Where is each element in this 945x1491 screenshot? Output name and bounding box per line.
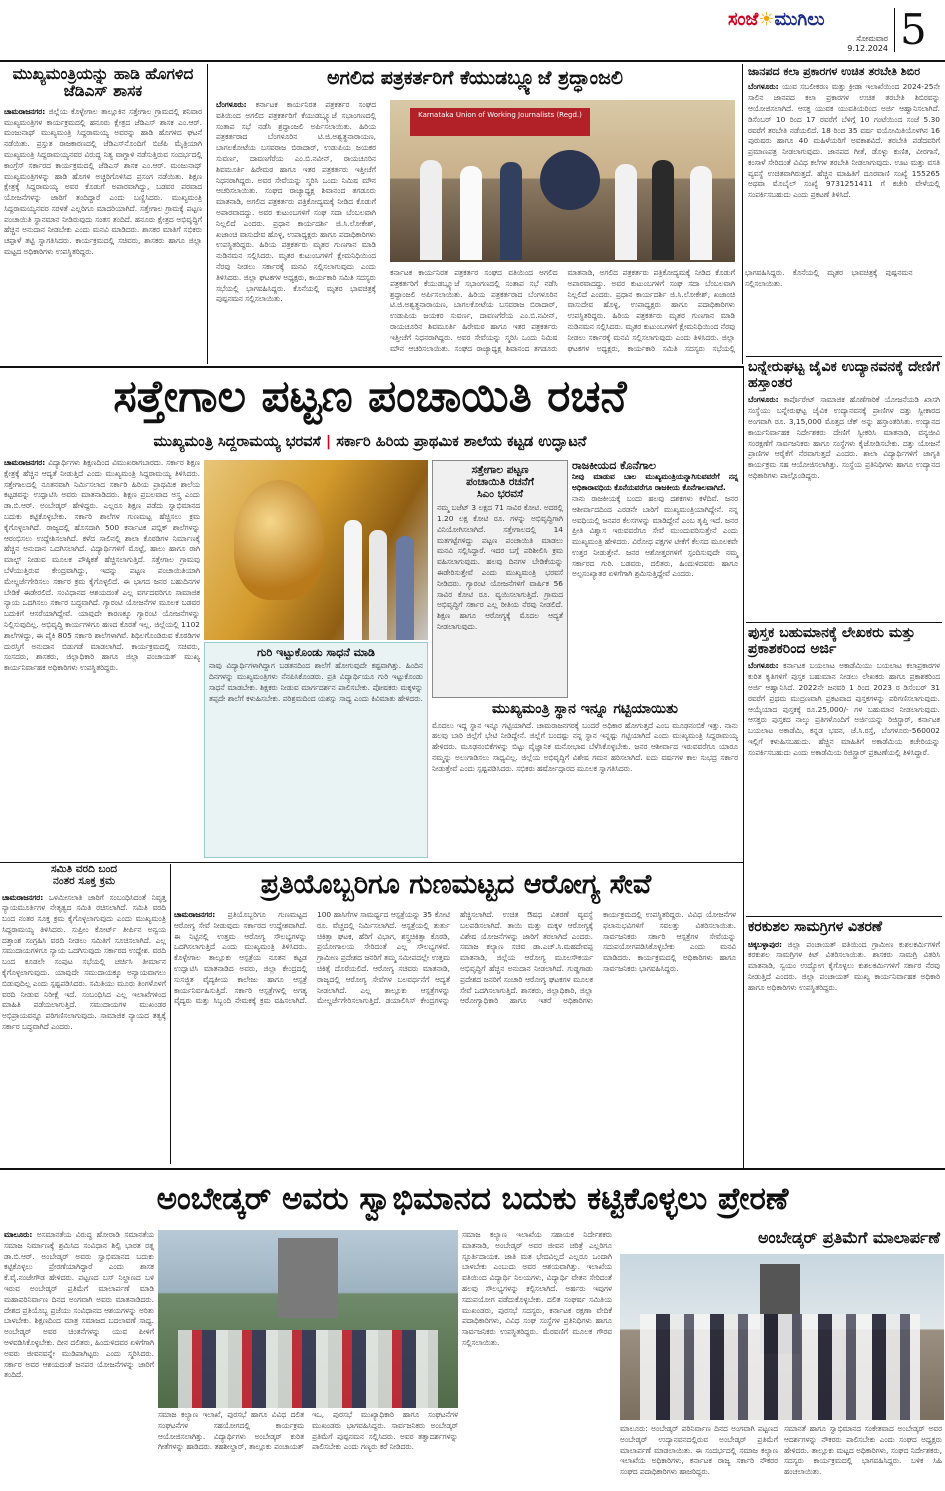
- story-text: ಸಮಾಜ ಕಲ್ಯಾಣ ಇಲಾಖೆಯ ಸಹಾಯಕ ನಿರ್ದೇಶಕರು ಮಾತನಾಡಿ, ಅಂಬೇಡ್ಕರ್ ಅವರ ಜೀವನ ಚರಿತ್ರೆ ಎಲ್ಲರಿಗೂ ಸ್ಫೂರ್ತಿದಾಯಕ. ಜಾತಿ ಮತ ಭೇದವಿಲ್ಲದೆ ಎಲ್ಲರೂ ಒಂದಾಗಿ ಬಾಳಬೇಕು ಎಂಬುದು ಅವರ ಆಶಯವಾಗಿತ್ತು. ಇಲಾಖೆಯ ವತಿಯಿಂದ ವಿದ್ಯಾರ್ಥಿ ನಿಲಯಗಳು, ವಿದ್ಯಾರ್ಥಿ ವೇತನ ಸೇರಿದಂತೆ ಹಲವು ಸೌಲಭ್ಯಗಳನ್ನು ಕಲ್ಪಿಸಲಾಗಿದೆ. ಅರ್ಹರು ಇವುಗಳ ಸದುಪಯೋಗ ಪಡೆದುಕೊಳ್ಳಬೇಕು. ದಲಿತ ಸಂಘರ್ಷ ಸಮಿತಿಯ ಮುಖಂಡರು, ಪುರಸಭೆ ಸದಸ್ಯರು, ಕರ್ನಾಟಕ ರಕ್ಷಣಾ ವೇದಿಕೆ ಪದಾಧಿಕಾರಿಗಳು, ವಿವಿಧ ಸಂಘ ಸಂಸ್ಥೆಗಳ ಪ್ರತಿನಿಧಿಗಳು ಹಾಗೂ ಸಾರ್ವಜನಿಕರು ಉಪಸ್ಥಿತರಿದ್ದರು. ಮೆರವಣಿಗೆ ಮೂಲಕ ಗೌರವ ಸಲ್ಲಿಸಲಾಯಿತು.: [462, 1230, 612, 1347]
- story-body: [174, 910, 736, 1162]
- box-head-a: ಸತ್ತೇಗಾಲ ಪಟ್ಟಣ: [471, 464, 529, 476]
- dateline: ಚಾಮರಾಜನಗರ:: [4, 458, 46, 467]
- story-body-continued: [390, 268, 913, 362]
- issue-date: 9.12.2024: [847, 44, 888, 53]
- story-book-prize: [746, 624, 942, 914]
- story-body: [0, 891, 168, 1157]
- lead-boxout: [432, 460, 568, 698]
- sub-headline: ಅಂಬೇಡ್ಕರ್ ಪ್ರತಿಮೆಗೆ ಮಾಲಾರ್ಪಣೆ: [758, 1228, 940, 1247]
- story-ambedkar-body-right: [462, 1230, 612, 1486]
- dateline: ಬೆಂಗಳೂರು:: [748, 395, 779, 405]
- story-headline: ಕರಕುಶಲ ಸಾಮಗ್ರಿಗಳ ವಿತರಣೆ: [748, 919, 883, 935]
- brand-logo: [728, 8, 888, 32]
- lead-sub-story: [432, 702, 738, 858]
- story-headline-a: ಸಮಿತಿ ವರದಿ ಬಂದ: [50, 863, 118, 875]
- kuwj-photo: [390, 100, 735, 262]
- story-headline: ಪುಸ್ತಕ ಬಹುಮಾನಕ್ಕೆ ಲೇಖಕರು ಮತ್ತು ಪ್ರಕಾಶಕರಿಂದ ಅರ್ಜಿ: [748, 625, 916, 657]
- caption-headline: ಗುರಿ ಇಟ್ಟುಕೊಂಡು ಸಾಧನೆ ಮಾಡಿ: [257, 646, 375, 659]
- story-headline-b: ನಂತರ ಸೂಕ್ತ ಕ್ರಮ: [53, 874, 115, 887]
- story-headline: ಪ್ರತಿಯೊಬ್ಬರಿಗೂ ಗುಣಮಟ್ಟದ ಆರೋಗ್ಯ ಸೇವೆ: [260, 869, 652, 900]
- story-ambedkar-body-mid: [158, 1410, 458, 1486]
- ambedkar-statue-photo: [158, 1230, 458, 1408]
- lead-headline: ಸತ್ತೇಗಾಲ ಪಟ್ಟಣ ಪಂಚಾಯಿತಿ ರಚನೆ: [113, 371, 627, 422]
- sub-story-garlanding: [616, 1226, 944, 1488]
- story-text: ಜಿಲ್ಲೆಯ ಕೊಳ್ಳೇಗಾಲ ತಾಲ್ಲೂಕಿನ ಸತ್ತೇಗಾಲ ಗ್ರಾಮದಲ್ಲಿ ಶನಿವಾರ ಮುಖ್ಯಮಂತ್ರಿಗಳ ಕಾರ್ಯಕ್ರಮದಲ್ಲಿ ಹನೂರು ಕ್ಷೇತ್ರದ ಜೆಡಿಎಸ್ ಶಾಸಕ ಎಂ.ಆರ್. ಮಂಜುನಾಥ್ ಮುಖ್ಯಮಂತ್ರಿ ಸಿದ್ದರಾಮಯ್ಯ ಅವರನ್ನು ಹಾಡಿ ಹೊಗಳಿದ ಘಟನೆ ನಡೆಯಿತು. ಪ್ರಸ್ತುತ ರಾಜಕಾರಣದಲ್ಲಿ ಜೆಡಿಎಸ್‌ನೊಂದಿಗೆ ಬಿಜೆಪಿ ಮೈತ್ರಿಯಾಗಿ ಮುಖ್ಯಮಂತ್ರಿ ಸಿದ್ದರಾಮಯ್ಯನವರ ವಿರುದ್ಧ ನಿತ್ಯ ವಾಗ್ದಾಳಿ ನಡೆಸುತ್ತಿರುವ ಸಂದರ್ಭದಲ್ಲಿ ಕಾಂಗ್ರೆಸ್ ಸರ್ಕಾರದ ಕಾರ್ಯಕ್ರಮದಲ್ಲಿ ಜೆಡಿಎಸ್ ಶಾಸಕ ಎಂ.ಆರ್. ಮಂಜುನಾಥ್ ಮುಖ್ಯಮಂತ್ರಿಗಳನ್ನು ಹಾಡಿ ಹೊಗಳಿ ಅಚ್ಚರಿಗೊಳಿಸಿದ ಪ್ರಸಂಗ ನಡೆಯಿತು. ಶಿಕ್ಷಣ ಕ್ಷೇತ್ರಕ್ಕೆ ಸಿದ್ದರಾಮಯ್ಯ ಅವರ ಕೊಡುಗೆ ಅಪಾರವಾಗಿದ್ದು, ಬಡವರ ಪರವಾದ ಯೋಜನೆಗಳನ್ನು ಜಾರಿಗೆ ತಂದಿದ್ದಾರೆ ಎಂದು ಬಣ್ಣಿಸಿದರು. ಮುಖ್ಯಮಂತ್ರಿ ಸಿದ್ದರಾಮಯ್ಯನವರ ಸರಳತೆ ಎಲ್ಲರಿಗೂ ಮಾದರಿಯಾಗಿದೆ. ಸತ್ತೇಗಾಲ ಗ್ರಾಮಕ್ಕೆ ಪಟ್ಟಣ ಪಂಚಾಯಿತಿ ಸ್ಥಾನಮಾನ ನೀಡಿರುವುದು ಸಂತಸ ತಂದಿದೆ. ಹನೂರು ಕ್ಷೇತ್ರದ ಅಭಿವೃದ್ಧಿಗೆ ಹೆಚ್ಚಿನ ಅನುದಾನ ನೀಡಬೇಕು ಎಂದು ಮನವಿ ಮಾಡಿದರು. ಶಾಸಕರ ಮಾತಿಗೆ ಸಭಿಕರು ಚಪ್ಪಾಳೆ ತಟ್ಟಿ ಸ್ವಾಗತಿಸಿದರು. ಕಾರ್ಯಕ್ರಮದಲ್ಲಿ ಸಚಿವರು, ಶಾಸಕರು ಹಾಗೂ ಜಿಲ್ಲಾ ಮಟ್ಟದ ಅಧಿಕಾರಿಗಳು ಉಪಸ್ಥಿತರಿದ್ದರು.: [4, 106, 202, 257]
- story-ambedkar-body-left: [4, 1230, 154, 1486]
- box-body: ನಮ್ಮ ಬಜೆಟ್ 3 ಲಕ್ಷದ 71 ಸಾವಿರ ಕೋಟಿ. ಅದರಲ್ಲಿ 1.20 ಲಕ್ಷ ಕೋಟಿ ರೂ. ಗಳನ್ನು ಅಭಿವೃದ್ಧಿಗಾಗಿ ವಿನಿಯೋಗಿಸಲಾಗಿದೆ. ಸತ್ತೇಗಾಲದಲ್ಲಿ 14 ಮತಗಟ್ಟೆಗಳಿದ್ದು ಪಟ್ಟಣ ಪಂಚಾಯಿತಿ ಮಾಡಲು ಮನವಿ ಸಲ್ಲಿಸಿದ್ದಾರೆ. ಇದರ ಬಗ್ಗೆ ಪರಿಶೀಲಿಸಿ ಕ್ರಮ ವಹಿಸಲಾಗುವುದು. ಹಲವು ದಿನಗಳ ಬೇಡಿಕೆಯನ್ನು ಈಡೇರಿಸುತ್ತೇವೆ ಎಂದು ಮುಖ್ಯಮಂತ್ರಿ ಭರವಸೆ ನೀಡಿದರು. ಗ್ಯಾರಂಟಿ ಯೋಜನೆಗಳಿಗೆ ವಾರ್ಷಿಕ 56 ಸಾವಿರ ಕೋಟಿ ರೂ. ವ್ಯಯಿಸಲಾಗುತ್ತಿದೆ. ಗ್ರಾಮದ ಅಭಿವೃದ್ಧಿಗೆ ಸರ್ಕಾರ ಎಲ್ಲ ರೀತಿಯ ನೆರವು ನೀಡಲಿದೆ. ಶಿಕ್ಷಣ ಹಾಗೂ ಆರೋಗ್ಯಕ್ಕೆ ಮೊದಲ ಆದ್ಯತೆ ನೀಡಲಾಗುವುದು.: [437, 503, 563, 632]
- dateline: ಚಾಮರಾಜನಗರ:: [2, 892, 44, 902]
- dateline: ಮಾಲೂರು:: [4, 1230, 33, 1239]
- caption-body: ನಾವು ವಿದ್ಯಾರ್ಥಿಗಳಾಗಿದ್ದಾಗ ಬಡತನದಿಂದ ಶಾಲೆಗೆ ಹೋಗುವುದೇ ಕಷ್ಟವಾಗಿತ್ತು. ಹಿಂದಿನ ದಿನಗಳನ್ನು ಮುಖ್ಯಮಂತ್ರಿಗಳು ನೆನಪಿಸಿಕೊಂಡರು. ಪ್ರತಿ ವಿದ್ಯಾರ್ಥಿಯೂ ಗುರಿ ಇಟ್ಟುಕೊಂಡು ಸಾಧನೆ ಮಾಡಬೇಕು. ಶಿಕ್ಷಕರು ನೀಡುವ ಮಾರ್ಗದರ್ಶನ ಪಾಲಿಸಬೇಕು. ಪೋಷಕರು ಮಕ್ಕಳನ್ನು ತಪ್ಪದೇ ಶಾಲೆಗೆ ಕಳುಹಿಸಬೇಕು. ಪರಿಶ್ರಮದಿಂದ ಯಶಸ್ಸು ಸಾಧ್ಯ ಎಂದು ಕಿವಿಮಾತು ಹೇಳಿದರು.: [209, 661, 423, 703]
- story-text: ಯುವ ಸಬಲೀಕರಣ ಮತ್ತು ಕ್ರೀಡಾ ಇಲಾಖೆಯಿಂದ 2024-25ನೇ ಸಾಲಿನ ಜಾನಪದ ಕಲಾ ಪ್ರಕಾರಗಳ ಉಚಿತ ತರಬೇತಿ ಶಿಬಿರವನ್ನು ಆಯೋಜಿಸಲಾಗಿದೆ. ಆಸಕ್ತ ಯುವಕ ಯುವತಿಯರಿಂದ ಅರ್ಜಿ ಆಹ್ವಾನಿಸಲಾಗಿದೆ. ಡಿಸೆಂಬರ್ 10 ರಿಂದ 17 ರವರೆಗೆ ಬೆಳಿಗ್ಗೆ 10 ಗಂಟೆಯಿಂದ ಸಂಜೆ 5.30 ರವರೆಗೆ ತರಬೇತಿ ನಡೆಯಲಿದೆ. 18 ರಿಂದ 35 ವರ್ಷ ವಯೋಮಿತಿಯೊಳಗಿನ 16 ಪುರುಷರು ಹಾಗೂ 40 ಮಹಿಳೆಯರಿಗೆ ಅವಕಾಶವಿದೆ. ತರಬೇತಿ ಪಡೆದವರಿಗೆ ಪ್ರಮಾಣಪತ್ರ ನೀಡಲಾಗುವುದು. ಜಾನಪದ ಗೀತೆ, ಡೊಳ್ಳು ಕುಣಿತ, ವೀರಗಾಸೆ, ಕಂಸಾಳೆ ಸೇರಿದಂತೆ ವಿವಿಧ ಕಲೆಗಳ ತರಬೇತಿ ನೀಡಲಾಗುವುದು. ಊಟ ಮತ್ತು ವಸತಿ ವ್ಯವಸ್ಥೆ ಉಚಿತವಾಗಿರುತ್ತದೆ. ಹೆಚ್ಚಿನ ಮಾಹಿತಿಗೆ ದೂರವಾಣಿ ಸಂಖ್ಯೆ 155265 ಅಥವಾ ಮೊಬೈಲ್ ಸಂಖ್ಯೆ 9731251411 ಗೆ ಕಚೇರಿ ವೇಳೆಯಲ್ಲಿ ಸಂಪರ್ಕಿಸಬಹುದು ಎಂದು ಪ್ರಕಟಣೆ ತಿಳಿಸಿದೆ.: [748, 82, 940, 200]
- masthead-rule: [0, 60, 945, 62]
- story-text: ಜಿಲ್ಲಾ ಪಂಚಾಯತ್ ವತಿಯಿಂದ ಗ್ರಾಮೀಣ ಕುಶಲಕರ್ಮಿಗಳಿಗೆ ಕರಕುಶಲ ಸಾಮಗ್ರಿಗಳ ಕಿಟ್ ವಿತರಿಸಲಾಯಿತು. ಶಾಸಕರು ಸಾಮಗ್ರಿ ವಿತರಿಸಿ ಮಾತನಾಡಿ, ಸ್ವಯಂ ಉದ್ಯೋಗ ಕೈಗೊಳ್ಳಲು ಕುಶಲಕರ್ಮಿಗಳಿಗೆ ಸರ್ಕಾರ ನೆರವು ನೀಡುತ್ತಿದೆ ಎಂದರು. ಜಿಲ್ಲಾ ಪಂಚಾಯತ್ ಮುಖ್ಯ ಕಾರ್ಯನಿರ್ವಾಹಕ ಅಧಿಕಾರಿ ಹಾಗೂ ಅಧಿಕಾರಿಗಳು ಉಪಸ್ಥಿತರಿದ್ದರು.: [748, 939, 940, 992]
- lead-body: [4, 458, 200, 858]
- story-body: [746, 80, 942, 330]
- story-text: ಒಳಮೀಸಲಾತಿ ಜಾರಿಗೆ ಸಂಬಂಧಿಸಿದಂತೆ ನಿವೃತ್ತ ನ್ಯಾಯಮೂರ್ತಿಗಳ ನೇತೃತ್ವದ ಸಮಿತಿ ರಚಿಸಲಾಗಿದೆ. ಸಮಿತಿ ವರದಿ ಬಂದ ನಂತರ ಸೂಕ್ತ ಕ್ರಮ ಕೈಗೊಳ್ಳಲಾಗುವುದು ಎಂದು ಮುಖ್ಯಮಂತ್ರಿ ಸಿದ್ದರಾಮಯ್ಯ ತಿಳಿಸಿದರು. ಸುಪ್ರೀಂ ಕೋರ್ಟ್ ತೀರ್ಪಿನ ಅನ್ವಯ ದತ್ತಾಂಶ ಸಂಗ್ರಹಿಸಿ ವರದಿ ನೀಡಲು ಸಮಿತಿಗೆ ಸೂಚಿಸಲಾಗಿದೆ. ಎಲ್ಲ ಸಮುದಾಯಗಳಿಗೂ ನ್ಯಾಯ ಒದಗಿಸುವುದು ಸರ್ಕಾರದ ಉದ್ದೇಶ. ವರದಿ ಬಂದ ಕೂಡಲೇ ಸಂಪುಟ ಸಭೆಯಲ್ಲಿ ಚರ್ಚಿಸಿ ತೀರ್ಮಾನ ಕೈಗೊಳ್ಳಲಾಗುವುದು. ಯಾವುದೇ ಸಮುದಾಯಕ್ಕೂ ಅನ್ಯಾಯವಾಗಲು ಬಿಡುವುದಿಲ್ಲ ಎಂದು ಸ್ಪಷ್ಟಪಡಿಸಿದರು. ಸಮಿತಿಯು ಮೂರು ತಿಂಗಳೊಳಗೆ ವರದಿ ನೀಡುವ ನಿರೀಕ್ಷೆ ಇದೆ. ಸಂಬಂಧಿಸಿದ ಎಲ್ಲ ಇಲಾಖೆಗಳಿಂದ ಮಾಹಿತಿ ಪಡೆಯಲಾಗುತ್ತಿದೆ. ಸಮುದಾಯಗಳ ಮುಖಂಡರ ಅಭಿಪ್ರಾಯವನ್ನೂ ಪರಿಗಣಿಸಲಾಗುವುದು. ಸಾಮಾಜಿಕ ನ್ಯಾಯದ ತತ್ವಕ್ಕೆ ಸರ್ಕಾರ ಬದ್ಧವಾಗಿದೆ ಎಂದರು.: [2, 892, 166, 1032]
- story-body: [746, 393, 942, 617]
- brand-mugilu: ಮುಗಿಲು: [774, 9, 825, 30]
- story-body: [216, 100, 376, 362]
- story-headline: ಮುಖ್ಯಮಂತ್ರಿಯನ್ನು ಹಾಡಿ ಹೊಗಳಿದ ಜೆಡಿಎಸ್ ಶಾಸಕ: [12, 65, 194, 101]
- story-headline: ಜಾನಪದ ಕಲಾ ಪ್ರಕಾರಗಳ ಉಚಿತ ತರಬೇತಿ ಶಿಬಿರ: [748, 65, 921, 78]
- dateline: ಬೆಂಗಳೂರು:: [216, 100, 247, 109]
- story-committee: [0, 864, 168, 1164]
- masthead: [728, 6, 940, 56]
- lead-subhead: [0, 430, 740, 454]
- sub-body: ಮೊದಲು ಇದ್ದ ಸ್ಥಾನ ಇನ್ನೂ ಗಟ್ಟಿಯಾಗಿದೆ. ಚಾಮರಾಜನಗರಕ್ಕೆ ಬಂದರೆ ಅಧಿಕಾರ ಹೋಗುತ್ತದೆ ಎಂಬ ಮೂಢನಂಬಿಕೆ ಇತ್ತು. ನಾನು ಹಲವು ಬಾರಿ ಜಿಲ್ಲೆಗೆ ಭೇಟಿ ನೀಡಿದ್ದೇನೆ. ಜಿಲ್ಲೆಗೆ ಬಂದಷ್ಟು ನನ್ನ ಸ್ಥಾನ ಇನ್ನಷ್ಟು ಗಟ್ಟಿಯಾಗಿದೆ ಎಂದು ಮುಖ್ಯಮಂತ್ರಿ ಸಿದ್ದರಾಮಯ್ಯ ಹೇಳಿದರು. ಮೂಢನಂಬಿಕೆಗಳನ್ನು ಬಿಟ್ಟು ವೈಜ್ಞಾನಿಕ ಮನೋಭಾವ ಬೆಳೆಸಿಕೊಳ್ಳಬೇಕು. ಜನರ ಆಶೀರ್ವಾದ ಇರುವವರೆಗೂ ಯಾರೂ ನಮ್ಮನ್ನು ಅಲುಗಾಡಿಸಲು ಸಾಧ್ಯವಿಲ್ಲ. ಜಿಲ್ಲೆಯ ಅಭಿವೃದ್ಧಿಗೆ ವಿಶೇಷ ಗಮನ ಹರಿಸಲಾಗಿದೆ. ಐದು ವರ್ಷಗಳ ಕಾಲ ಸುಭದ್ರ ಸರ್ಕಾರ ನೀಡುತ್ತೇವೆ ಎಂದು ಸ್ಪಷ್ಟಪಡಿಸಿದರು. ಸಭಿಕರು ಹರ್ಷೋದ್ಗಾರದ ಮೂಲಕ ಸ್ವಾಗತಿಸಿದರು.: [432, 720, 738, 773]
- story-body: [0, 103, 206, 353]
- brand-sanje: ಸಂಜೆ: [728, 9, 759, 30]
- box-head-c: ಸಿಎಂ ಭರವಸೆ: [476, 487, 524, 500]
- kuwj-banner: [410, 108, 590, 136]
- story-headline: ಬನ್ನೇರುಘಟ್ಟ ಜೈವಿಕ ಉದ್ಯಾನವನಕ್ಕೆ ದೇಣಿಗೆ ಹಸ್ತಾಂತರ: [748, 359, 940, 391]
- story-health: [172, 864, 740, 1164]
- story-text: ಪ್ರತಿಯೊಬ್ಬರಿಗೂ ಗುಣಮಟ್ಟದ ಆರೋಗ್ಯ ಸೇವೆ ನೀಡುವುದು ಸರ್ಕಾರದ ಉದ್ದೇಶವಾಗಿದೆ. ಈ ನಿಟ್ಟಿನಲ್ಲಿ ಉತ್ತಮ ಆರೋಗ್ಯ ಸೌಲಭ್ಯಗಳನ್ನು ಒದಗಿಸಲಾಗುತ್ತಿದೆ ಎಂದು ಮುಖ್ಯಮಂತ್ರಿ ತಿಳಿಸಿದರು. ಕೊಳ್ಳೇಗಾಲ ತಾಲ್ಲೂಕು ಆಸ್ಪತ್ರೆಯ ನೂತನ ಕಟ್ಟಡ ಉದ್ಘಾಟಿಸಿ ಮಾತನಾಡಿದ ಅವರು, ಜಿಲ್ಲಾ ಕೇಂದ್ರದಲ್ಲಿ ಸುಸಜ್ಜಿತ ವೈದ್ಯಕೀಯ ಕಾಲೇಜು ಹಾಗೂ ಆಸ್ಪತ್ರೆ ಕಾರ್ಯನಿರ್ವಹಿಸುತ್ತಿದೆ. ಸರ್ಕಾರಿ ಆಸ್ಪತ್ರೆಗಳಲ್ಲಿ ಅಗತ್ಯ ವೈದ್ಯರು ಮತ್ತು ಸಿಬ್ಬಂದಿ ನೇಮಕಕ್ಕೆ ಕ್ರಮ ವಹಿಸಲಾಗಿದೆ. 100 ಹಾಸಿಗೆಗಳ ಸಾಮರ್ಥ್ಯದ ಆಸ್ಪತ್ರೆಯನ್ನು 35 ಕೋಟಿ ರೂ. ವೆಚ್ಚದಲ್ಲಿ ನಿರ್ಮಿಸಲಾಗಿದೆ. ಆಸ್ಪತ್ರೆಯಲ್ಲಿ ತುರ್ತು ಚಿಕಿತ್ಸಾ ಘಟಕ, ಹೆರಿಗೆ ವಿಭಾಗ, ಶಸ್ತ್ರಚಿಕಿತ್ಸಾ ಕೊಠಡಿ, ಪ್ರಯೋಗಾಲಯ ಸೇರಿದಂತೆ ಎಲ್ಲ ಸೌಲಭ್ಯಗಳಿವೆ. ಗ್ರಾಮೀಣ ಪ್ರದೇಶದ ಜನರಿಗೆ ತಮ್ಮ ಸಮೀಪದಲ್ಲೇ ಉತ್ತಮ ಚಿಕಿತ್ಸೆ ದೊರೆಯಲಿದೆ. ಆರೋಗ್ಯ ಸಚಿವರು ಮಾತನಾಡಿ, ರಾಜ್ಯದಲ್ಲಿ ಆರೋಗ್ಯ ಸೇವೆಗಳ ಬಲವರ್ಧನೆಗೆ ಆದ್ಯತೆ ನೀಡಲಾಗಿದೆ. ಎಲ್ಲ ತಾಲ್ಲೂಕು ಆಸ್ಪತ್ರೆಗಳನ್ನು ಮೇಲ್ದರ್ಜೆಗೇರಿಸಲಾಗುತ್ತಿದೆ. ಡಯಾಲಿಸಿಸ್ ಕೇಂದ್ರಗಳನ್ನು ಹೆಚ್ಚಿಸಲಾಗಿದೆ. ಉಚಿತ ಔಷಧ ವಿತರಣೆ ವ್ಯವಸ್ಥೆ ಬಲಪಡಿಸಲಾಗಿದೆ. ತಾಯಿ ಮತ್ತು ಮಕ್ಕಳ ಆರೋಗ್ಯಕ್ಕೆ ವಿಶೇಷ ಯೋಜನೆಗಳನ್ನು ಜಾರಿಗೆ ತರಲಾಗಿದೆ ಎಂದರು. ಸಮಾಜ ಕಲ್ಯಾಣ ಸಚಿವ ಡಾ.ಎಚ್.ಸಿ.ಮಹದೇವಪ್ಪ ಮಾತನಾಡಿ, ಜಿಲ್ಲೆಯ ಆರೋಗ್ಯ ಮೂಲಸೌಕರ್ಯ ಅಭಿವೃದ್ಧಿಗೆ ಹೆಚ್ಚಿನ ಅನುದಾನ ನೀಡಲಾಗಿದೆ. ಗುಡ್ಡಗಾಡು ಪ್ರದೇಶದ ಜನರಿಗೆ ಸಂಚಾರಿ ಆರೋಗ್ಯ ಘಟಕಗಳ ಮೂಲಕ ಸೇವೆ ಒದಗಿಸಲಾಗುತ್ತಿದೆ. ಶಾಸಕರು, ಜಿಲ್ಲಾಧಿಕಾರಿ, ಜಿಲ್ಲಾ ಆರೋಗ್ಯಾಧಿಕಾರಿ ಹಾಗೂ ಇತರೆ ಅಧಿಕಾರಿಗಳು ಕಾರ್ಯಕ್ರಮದಲ್ಲಿ ಉಪಸ್ಥಿತರಿದ್ದರು. ವಿವಿಧ ಯೋಜನೆಗಳ ಫಲಾನುಭವಿಗಳಿಗೆ ಸವಲತ್ತು ವಿತರಿಸಲಾಯಿತು. ಸಾರ್ವಜನಿಕರು ಸರ್ಕಾರಿ ಆಸ್ಪತ್ರೆಗಳ ಸೇವೆಯನ್ನು ಸದುಪಯೋಗಪಡಿಸಿಕೊಳ್ಳಬೇಕು ಎಂದು ಮನವಿ ಮಾಡಿದರು. ಕಾರ್ಯಕ್ರಮದಲ್ಲಿ ಅಧಿಕಾರಿಗಳು ಹಾಗೂ ಸಾರ್ವಜನಿಕರು ಭಾಗವಹಿಸಿದ್ದರು.: [174, 910, 736, 1006]
- column-lead: ನೀವು ಮಾಡುವ ಬಾಲ ಮುಖ್ಯಮಂತ್ರಿಯನ್ನಾಗಿಸುವವರೆಗೆ ನನ್ನ ಅಧಿಕಾರಾವಧಿಯ ಕೊನೆಯವರೆಗೂ ರಾಜಕೀಯ ಕೊನೆಗಾಲವಾಗಿದೆ.: [572, 472, 738, 493]
- issue-day: ಸೋಮವಾರ: [856, 34, 888, 43]
- column-headline: ರಾಜಕೀಯದ ಕೊನೆಗಾಲ: [572, 459, 657, 472]
- story-headline: ಅಗಲಿದ ಪತ್ರಕರ್ತರಿಗೆ ಕೆಯುಡಬ್ಲ್ಯೂಜೆ ಶ್ರದ್ಧಾಂಜಲಿ: [327, 67, 623, 89]
- story-ambedkar-headline: ಅಂಬೇಡ್ಕರ್ ಅವರು ಸ್ವಾಭಿಮಾನದ ಬದುಕು ಕಟ್ಟಿಕೊಳ್ಳಲು ಪ್ರೇರಣೆ: [156, 1181, 789, 1217]
- page-number: 5: [900, 5, 927, 54]
- subhead-a: ಮುಖ್ಯಮಂತ್ರಿ ಸಿದ್ದರಾಮಯ್ಯ ಭರವಸೆ: [153, 434, 321, 450]
- dateline: ಬೆಂಗಳೂರು:: [748, 661, 779, 671]
- lead-photo-statue: [204, 460, 428, 640]
- dateline: ಚಿಕ್ಕಬಳ್ಳಾಪುರ:: [748, 939, 782, 949]
- story-folk-art-camp: [746, 64, 942, 354]
- story-cm-praise: [0, 64, 206, 364]
- subhead-separator: |: [325, 434, 332, 450]
- banner-text: Karnataka Union of Working Journalists (Regd.): [418, 111, 582, 119]
- story-body: [746, 659, 942, 911]
- story-text: ಕಾರ್ಪೊರೇಟ್ ಸಾಮಾಜಿಕ ಹೊಣೆಗಾರಿಕೆ ಯೋಜನೆಯಡಿ ಖಾಸಗಿ ಸಂಸ್ಥೆಯು ಬನ್ನೇರುಘಟ್ಟ ಜೈವಿಕ ಉದ್ಯಾನವನಕ್ಕೆ ಪ್ರಾಣಿಗಳ ದತ್ತು ಸ್ವೀಕಾರದ ಅಂಗವಾಗಿ ರೂ. 3,15,000 ಮೊತ್ತದ ಚೆಕ್ ಅನ್ನು ಹಸ್ತಾಂತರಿಸಿತು. ಉದ್ಯಾನದ ಕಾರ್ಯನಿರ್ವಾಹಕ ನಿರ್ದೇಶಕರು ದೇಣಿಗೆ ಸ್ವೀಕರಿಸಿ ಮಾತನಾಡಿ, ವನ್ಯಜೀವಿ ಸಂರಕ್ಷಣೆಗೆ ಸಾರ್ವಜನಿಕರು ಹಾಗೂ ಸಂಸ್ಥೆಗಳು ಕೈಜೋಡಿಸಬೇಕು. ದತ್ತು ಯೋಜನೆ ಪ್ರಾಣಿಗಳ ಆರೈಕೆಗೆ ನೆರವಾಗುತ್ತದೆ ಎಂದರು. ಶಾಲಾ ವಿದ್ಯಾರ್ಥಿಗಳಿಗೆ ಜಾಗೃತಿ ಕಾರ್ಯಕ್ರಮ ಸಹ ಆಯೋಜಿಸಲಾಗಿತ್ತು. ಸಂಸ್ಥೆಯ ಪ್ರತಿನಿಧಿಗಳು ಹಾಗೂ ಉದ್ಯಾನದ ಅಧಿಕಾರಿಗಳು ಪಾಲ್ಗೊಂಡಿದ್ದರು.: [748, 395, 940, 480]
- column-body: ನಾನು ರಾಜಕೀಯಕ್ಕೆ ಬಂದು ಹಲವು ದಶಕಗಳು ಕಳೆದಿವೆ. ಜನರ ಆಶೀರ್ವಾದದಿಂದ ಎರಡನೇ ಬಾರಿಗೆ ಮುಖ್ಯಮಂತ್ರಿಯಾಗಿದ್ದೇನೆ. ನನ್ನ ಅವಧಿಯಲ್ಲಿ ಜನಪರ ಕೆಲಸಗಳನ್ನು ಮಾಡಿದ್ದೇನೆ ಎಂಬ ತೃಪ್ತಿ ಇದೆ. ಜನರ ಪ್ರೀತಿ ವಿಶ್ವಾಸ ಇರುವವರೆಗೂ ಸೇವೆ ಮುಂದುವರಿಸುತ್ತೇನೆ ಎಂದು ಮುಖ್ಯಮಂತ್ರಿ ಹೇಳಿದರು. ವಿರೋಧ ಪಕ್ಷಗಳ ಟೀಕೆಗೆ ಕೆಲಸದ ಮೂಲಕವೇ ಉತ್ತರ ನೀಡುತ್ತೇನೆ. ಜನರ ಆಶೋತ್ತರಗಳಿಗೆ ಸ್ಪಂದಿಸುವುದೇ ನಮ್ಮ ಸರ್ಕಾರದ ಗುರಿ. ಬಡವರು, ದಲಿತರು, ಹಿಂದುಳಿದವರು ಹಾಗೂ ಅಲ್ಪಸಂಖ್ಯಾತರ ಏಳಿಗೆಗಾಗಿ ಶ್ರಮಿಸುತ್ತಿದ್ದೇವೆ ಎಂದರು.: [572, 493, 738, 579]
- lead-photo-caption: [204, 642, 428, 858]
- subhead-b: ಸರ್ಕಾರಿ ಹಿರಿಯ ಪ್ರಾಥಮಿಕ ಶಾಲೆಯ ಕಟ್ಟಡ ಉದ್ಘಾಟನೆ: [336, 434, 587, 450]
- story-text: ಅಸಮಾನತೆಯ ವಿರುದ್ಧ ಹೋರಾಡಿ ಸಮಾನತೆಯ ಸಮಾಜ ನಿರ್ಮಾಣಕ್ಕೆ ಶ್ರಮಿಸಿದ ಸಂವಿಧಾನ ಶಿಲ್ಪಿ ಭಾರತ ರತ್ನ ಡಾ.ಬಿ.ಆರ್. ಅಂಬೇಡ್ಕರ್ ಅವರು ಸ್ವಾಭಿಮಾನದ ಬದುಕು ಕಟ್ಟಿಕೊಳ್ಳಲು ಪ್ರೇರಣೆಯಾಗಿದ್ದಾರೆ ಎಂದು ಶಾಸಕ ಕೆ.ವೈ.ನಂಜೇಗೌಡ ಹೇಳಿದರು. ಪಟ್ಟಣದ ಬಸ್ ನಿಲ್ದಾಣದ ಬಳಿ ಇರುವ ಅಂಬೇಡ್ಕರ್ ಪ್ರತಿಮೆಗೆ ಮಾಲಾರ್ಪಣೆ ಮಾಡಿ ಮಹಾಪರಿನಿರ್ವಾಣ ದಿನದ ಅಂಗವಾಗಿ ಅವರು ಮಾತನಾಡಿದರು. ದೇಶದ ಪ್ರತಿಯೊಬ್ಬ ಪ್ರಜೆಯು ಸಂವಿಧಾನದ ಆಶಯಗಳನ್ನು ಅರಿತು ಬಾಳಬೇಕು. ಶಿಕ್ಷಣದಿಂದ ಮಾತ್ರ ಸಮಾಜದ ಬದಲಾವಣೆ ಸಾಧ್ಯ. ಅಂಬೇಡ್ಕರ್ ಅವರ ಚಿಂತನೆಗಳನ್ನು ಯುವ ಪೀಳಿಗೆ ಅಳವಡಿಸಿಕೊಳ್ಳಬೇಕು. ದೀನ ದಲಿತರು, ಹಿಂದುಳಿದವರ ಏಳಿಗೆಗಾಗಿ ಅವರು ಜೀವನವನ್ನೇ ಮುಡಿಪಾಗಿಟ್ಟರು ಎಂದು ಸ್ಮರಿಸಿದರು. ಸರ್ಕಾರ ಅವರ ಆಶಯದಂತೆ ಜನಪರ ಯೋಜನೆಗಳನ್ನು ಜಾರಿಗೆ ತಂದಿದೆ.: [4, 1230, 154, 1380]
- dateline: ಬೆಂಗಳೂರು:: [748, 82, 779, 92]
- sub-body-a: ಮಾಲೂರು: ಅಂಬೇಡ್ಕರ್ ಪರಿನಿರ್ವಾಣ ದಿನದ ಅಂಗವಾಗಿ ಪಟ್ಟಣದ ಅಂಬೇಡ್ಕರ್ ಉದ್ಯಾನವನದಲ್ಲಿರುವ ಅಂಬೇಡ್ಕರ್ ಪ್ರತಿಮೆಗೆ ಮಾಲಾರ್ಪಣೆ ಮಾಡಲಾಯಿತು. ಈ ಸಂದರ್ಭದಲ್ಲಿ ಸಮಾಜ ಕಲ್ಯಾಣ ಇಲಾಖೆಯ ಅಧಿಕಾರಿಗಳು, ಕರ್ನಾಟಕ ರಾಜ್ಯ ಸರ್ಕಾರಿ ನೌಕರರ ಸಂಘದ ಪದಾಧಿಕಾರಿಗಳು ಹಾಜರಿದ್ದರು.: [620, 1424, 778, 1477]
- story-text: ಕರ್ನಾಟಕ ಕಾರ್ಯನಿರತ ಪತ್ರಕರ್ತರ ಸಂಘದ ವತಿಯಿಂದ ಅಗಲಿದ ಪತ್ರಕರ್ತರಿಗೆ ಕೆಯುಡಬ್ಲ್ಯೂಜೆ ಸಭಾಂಗಣದಲ್ಲಿ ಸಂತಾಪ ಸಭೆ ನಡೆಸಿ ಶ್ರದ್ಧಾಂಜಲಿ ಅರ್ಪಿಸಲಾಯಿತು. ಹಿರಿಯ ಪತ್ರಕರ್ತರಾದ ಬೆಂಗಳೂರಿನ ಟಿ.ಜಿ.ಅಶ್ವತ್ಥನಾರಾಯಣ, ಬಾಗಲಕೋಟೆಯ ಬಸವರಾಜ ಬಿರಾದಾರ್, ಉಡುಪಿಯ ಜಯಕರ ಸುವರ್ಣ, ದಾವಣಗೆರೆಯ ಎಂ.ಬಿ.ನವೀನ್, ರಾಯಚೂರಿನ ಶಿವಮೂರ್ತಿ ಹಿರೇಮಠ ಹಾಗೂ ಇತರ ಪತ್ರಕರ್ತರು ಇತ್ತೀಚೆಗೆ ನಿಧನರಾಗಿದ್ದರು. ಅವರ ಸೇವೆಯನ್ನು ಸ್ಮರಿಸಿ ಒಂದು ನಿಮಿಷ ಮೌನ ಆಚರಿಸಲಾಯಿತು. ಸಂಘದ ರಾಜ್ಯಾಧ್ಯಕ್ಷ ಶಿವಾನಂದ ತಗಡೂರು ಮಾತನಾಡಿ, ಅಗಲಿದ ಪತ್ರಕರ್ತರು ಪತ್ರಿಕೋದ್ಯಮಕ್ಕೆ ನೀಡಿದ ಕೊಡುಗೆ ಅಪಾರವಾದದ್ದು. ಅವರ ಕುಟುಂಬಗಳಿಗೆ ಸಂಘ ಸದಾ ಬೆಂಬಲವಾಗಿ ನಿಲ್ಲಲಿದೆ ಎಂದರು. ಪ್ರಧಾನ ಕಾರ್ಯದರ್ಶಿ ಜಿ.ಸಿ.ಲೋಕೇಶ್, ಖಜಾಂಚಿ ವಾಸುದೇವ ಹೊಳ್ಳ, ಉಪಾಧ್ಯಕ್ಷರು ಹಾಗೂ ಪದಾಧಿಕಾರಿಗಳು ಉಪಸ್ಥಿತರಿದ್ದರು. ಹಿರಿಯ ಪತ್ರಕರ್ತರು ಮೃತರ ಗುಣಗಾನ ಮಾಡಿ ನುಡಿನಮನ ಸಲ್ಲಿಸಿದರು. ಮೃತರ ಕುಟುಂಬಗಳಿಗೆ ಕ್ಷೇಮನಿಧಿಯಿಂದ ನೆರವು ನೀಡಲು ಸರ್ಕಾರಕ್ಕೆ ಮನವಿ ಸಲ್ಲಿಸಲಾಗುವುದು ಎಂದು ತಿಳಿಸಿದರು. ಜಿಲ್ಲಾ ಘಟಕಗಳ ಅಧ್ಯಕ್ಷರು, ಕಾರ್ಯಕಾರಿ ಸಮಿತಿ ಸದಸ್ಯರು ಸಭೆಯಲ್ಲಿ ಭಾಗವಹಿಸಿದ್ದರು. ಕೊನೆಯಲ್ಲಿ ಮೃತರ ಭಾವಚಿತ್ರಕ್ಕೆ ಪುಷ್ಪನಮನ ಸಲ್ಲಿಸಲಾಯಿತು.: [216, 100, 376, 304]
- lead-column: [572, 460, 738, 698]
- story-body: [746, 938, 942, 1008]
- sun-icon: ☀: [758, 9, 775, 30]
- dateline: ಚಾಮರಾಜನಗರ:: [4, 106, 46, 116]
- dateline: ಚಾಮರಾಜನಗರ:: [174, 910, 216, 919]
- story-text: ವಿದ್ಯಾರ್ಥಿಗಳು ಶಿಕ್ಷಣದಿಂದ ವಿಮುಖರಾಗಬಾರದು. ಸರ್ಕಾರ ಶಿಕ್ಷಣ ಕ್ಷೇತ್ರಕ್ಕೆ ಹೆಚ್ಚಿನ ಆದ್ಯತೆ ನೀಡುತ್ತಿದೆ ಎಂದು ಮುಖ್ಯಮಂತ್ರಿ ಸಿದ್ದರಾಮಯ್ಯ ತಿಳಿಸಿದರು. ಸತ್ತೇಗಾಲದಲ್ಲಿ ನೂತನವಾಗಿ ನಿರ್ಮಿಸಲಾದ ಸರ್ಕಾರಿ ಹಿರಿಯ ಪ್ರಾಥಮಿಕ ಶಾಲೆಯ ಕಟ್ಟಡವನ್ನು ಉದ್ಘಾಟಿಸಿ ಅವರು ಮಾತನಾಡಿದರು. ಶಿಕ್ಷಣ ಪ್ರಬಲವಾದ ಅಸ್ತ್ರ ಎಂದು ಡಾ.ಬಿ.ಆರ್. ಅಂಬೇಡ್ಕರ್ ಹೇಳಿದ್ದರು. ಎಲ್ಲರೂ ಶಿಕ್ಷಣ ಪಡೆದು ಸ್ವಾಭಿಮಾನದ ಬದುಕು ಕಟ್ಟಿಕೊಳ್ಳಬೇಕು. ಸರ್ಕಾರಿ ಶಾಲೆಗಳ ಗುಣಮಟ್ಟ ಹೆಚ್ಚಿಸಲು ಕ್ರಮ ಕೈಗೊಳ್ಳಲಾಗಿದೆ. ರಾಜ್ಯದಲ್ಲಿ ಹೊಸದಾಗಿ 500 ಕರ್ನಾಟಕ ಪಬ್ಲಿಕ್ ಶಾಲೆಗಳನ್ನು ಆರಂಭಿಸಲು ಉದ್ದೇಶಿಸಲಾಗಿದೆ. ಕಳೆದ ಸಾಲಿನಲ್ಲಿ ಶಾಲಾ ಕೊಠಡಿಗಳ ನಿರ್ಮಾಣಕ್ಕೆ ಹೆಚ್ಚಿನ ಅನುದಾನ ಒದಗಿಸಲಾಗಿದೆ. ವಿದ್ಯಾರ್ಥಿಗಳಿಗೆ ಮೊಟ್ಟೆ, ಹಾಲು ಹಾಗೂ ರಾಗಿ ಮಾಲ್ಟ್ ನೀಡುವ ಮೂಲಕ ಪೌಷ್ಠಿಕತೆ ಹೆಚ್ಚಿಸಲಾಗುತ್ತಿದೆ. ಸತ್ತೇಗಾಲ ಗ್ರಾಮವು ಬೆಳೆಯುತ್ತಿರುವ ಕೇಂದ್ರವಾಗಿದ್ದು, ಇದನ್ನು ಪಟ್ಟಣ ಪಂಚಾಯಿತಿಯಾಗಿ ಮೇಲ್ದರ್ಜೆಗೇರಿಸಲು ಸರ್ಕಾರ ಕ್ರಮ ಕೈಗೊಳ್ಳಲಿದೆ. ಈ ಭಾಗದ ಜನರ ಬಹುದಿನಗಳ ಬೇಡಿಕೆ ಈಡೇರಲಿದೆ. ಸಂವಿಧಾನದ ಆಶಯದಂತೆ ಎಲ್ಲ ವರ್ಗದವರಿಗೂ ಸಾಮಾಜಿಕ ನ್ಯಾಯ ಒದಗಿಸಲು ಸರ್ಕಾರ ಬದ್ಧವಾಗಿದೆ. ಗ್ಯಾರಂಟಿ ಯೋಜನೆಗಳ ಮೂಲಕ ಬಡವರ ಬದುಕಿಗೆ ಆಸರೆಯಾಗಿದ್ದೇವೆ. ಯಾವುದೇ ಕಾರಣಕ್ಕೂ ಗ್ಯಾರಂಟಿ ಯೋಜನೆಗಳನ್ನು ನಿಲ್ಲಿಸುವುದಿಲ್ಲ. ಅಭಿವೃದ್ಧಿ ಕಾರ್ಯಗಳಿಗೂ ಹಣದ ಕೊರತೆ ಇಲ್ಲ. ಜಿಲ್ಲೆಯಲ್ಲಿ 1102 ಶಾಲೆಗಳಿದ್ದು, ಈ ಪೈಕಿ 805 ಸರ್ಕಾರಿ ಶಾಲೆಗಳಾಗಿವೆ. ಶಿಥಿಲಗೊಂಡಿರುವ ಕೊಠಡಿಗಳ ದುರಸ್ತಿಗೆ ಅನುದಾನ ಬಿಡುಗಡೆ ಮಾಡಲಾಗಿದೆ. ಕಾರ್ಯಕ್ರಮದಲ್ಲಿ ಸಚಿವರು, ಸಂಸದರು, ಶಾಸಕರು, ಜಿಲ್ಲಾಧಿಕಾರಿ ಹಾಗೂ ಜಿಲ್ಲಾ ಪಂಚಾಯತ್ ಮುಖ್ಯ ಕಾರ್ಯನಿರ್ವಾಹಕ ಅಧಿಕಾರಿಗಳು ಉಪಸ್ಥಿತರಿದ್ದರು.: [4, 458, 200, 673]
- sub-headline: ಮುಖ್ಯಮಂತ್ರಿ ಸ್ಥಾನ ಇನ್ನೂ ಗಟ್ಟಿಯಾಯಿತು: [492, 701, 678, 717]
- box-head-b: ಪಂಚಾಯಿತಿ ರಚನೆಗೆ: [466, 475, 534, 488]
- sub-body-b: ಸಮಾನತೆ ಹಾಗೂ ಸ್ವಾಭಿಮಾನದ ಸಂಕೇತವಾದ ಅಂಬೇಡ್ಕರ್ ಅವರ ಆದರ್ಶಗಳನ್ನು ನೌಕರರು ಪಾಲಿಸಬೇಕು ಎಂದು ಸಂಘದ ಅಧ್ಯಕ್ಷರು ಹೇಳಿದರು. ತಾಲ್ಲೂಕು ಮಟ್ಟದ ಅಧಿಕಾರಿಗಳು, ಸಂಘದ ನಿರ್ದೇಶಕರು, ಸದಸ್ಯರು ಕಾರ್ಯಕ್ರಮದಲ್ಲಿ ಭಾಗವಹಿಸಿದ್ದರು. ಬಳಿಕ ಸಿಹಿ ಹಂಚಲಾಯಿತು.: [784, 1424, 942, 1477]
- garlanding-photo: [620, 1254, 944, 1420]
- story-text: ಕರ್ನಾಟಕ ಬಯಲಾಟ ಅಕಾಡೆಮಿಯು ಬಯಲಾಟ ಕಲಾಪ್ರಕಾರಗಳ ಕುರಿತ ಕೃತಿಗಳಿಗೆ ಪುಸ್ತಕ ಬಹುಮಾನ ನೀಡಲು ಲೇಖಕರು ಹಾಗೂ ಪ್ರಕಾಶಕರಿಂದ ಅರ್ಜಿ ಆಹ್ವಾನಿಸಿದೆ. 2022ನೇ ಜನವರಿ 1 ರಿಂದ 2023 ರ ಡಿಸೆಂಬರ್ 31 ರವರೆಗೆ ಪ್ರಥಮ ಮುದ್ರಣವಾಗಿ ಪ್ರಕಟವಾದ ಪುಸ್ತಕಗಳನ್ನು ಪರಿಗಣಿಸಲಾಗುವುದು. ಆಯ್ಕೆಯಾದ ಪುಸ್ತಕಕ್ಕೆ ರೂ.25,000/- ಗಳ ಬಹುಮಾನ ನೀಡಲಾಗುವುದು. ಆಸಕ್ತರು ಪುಸ್ತಕದ ನಾಲ್ಕು ಪ್ರತಿಗಳೊಂದಿಗೆ ಅರ್ಜಿಯನ್ನು ರಿಜಿಸ್ಟ್ರಾರ್, ಕರ್ನಾಟಕ ಬಯಲಾಟ ಅಕಾಡೆಮಿ, ಕನ್ನಡ ಭವನ, ಜೆ.ಸಿ.ರಸ್ತೆ, ಬೆಂಗಳೂರು-560002 ಇಲ್ಲಿಗೆ ಕಳುಹಿಸಬಹುದು. ಹೆಚ್ಚಿನ ಮಾಹಿತಿಗೆ ಅಕಾಡೆಮಿಯ ಕಚೇರಿಯನ್ನು ಸಂಪರ್ಕಿಸಬಹುದು ಎಂದು ಅಕಾಡೆಮಿಯ ರಿಜಿಸ್ಟ್ರಾರ್ ಪ್ರಕಟಣೆಯಲ್ಲಿ ತಿಳಿಸಿದ್ದಾರೆ.: [748, 661, 940, 757]
- story-craft-distribution: [746, 918, 942, 1016]
- story-text: ಸಮಾಜ ಕಲ್ಯಾಣ ಇಲಾಖೆ, ಪುರಸಭೆ ಹಾಗೂ ವಿವಿಧ ದಲಿತ ಸಂಘಟನೆಗಳ ಸಹಯೋಗದಲ್ಲಿ ಕಾರ್ಯಕ್ರಮ ಆಯೋಜಿಸಲಾಗಿತ್ತು. ವಿದ್ಯಾರ್ಥಿಗಳು ಅಂಬೇಡ್ಕರ್ ಕುರಿತ ಗೀತೆಗಳನ್ನು ಹಾಡಿದರು. ತಹಶೀಲ್ದಾರ್, ತಾಲ್ಲೂಕು ಪಂಚಾಯತ್ ಇಒ, ಪುರಸಭೆ ಮುಖ್ಯಾಧಿಕಾರಿ ಹಾಗೂ ಸಂಘಟನೆಗಳ ಮುಖಂಡರು ಭಾಗವಹಿಸಿದ್ದರು. ಸಾರ್ವಜನಿಕರು ಅಂಬೇಡ್ಕರ್ ಪ್ರತಿಮೆಗೆ ಪುಷ್ಪನಮನ ಸಲ್ಲಿಸಿದರು. ಅವರ ತತ್ವಾದರ್ಶಗಳನ್ನು ಪಾಲಿಸಬೇಕು ಎಂದು ಗಣ್ಯರು ಕರೆ ನೀಡಿದರು.: [158, 1410, 458, 1452]
- story-text: ಕರ್ನಾಟಕ ಕಾರ್ಯನಿರತ ಪತ್ರಕರ್ತರ ಸಂಘದ ವತಿಯಿಂದ ಅಗಲಿದ ಪತ್ರಕರ್ತರಿಗೆ ಕೆಯುಡಬ್ಲ್ಯೂಜೆ ಸಭಾಂಗಣದಲ್ಲಿ ಸಂತಾಪ ಸಭೆ ನಡೆಸಿ ಶ್ರದ್ಧಾಂಜಲಿ ಅರ್ಪಿಸಲಾಯಿತು. ಹಿರಿಯ ಪತ್ರಕರ್ತರಾದ ಬೆಂಗಳೂರಿನ ಟಿ.ಜಿ.ಅಶ್ವತ್ಥನಾರಾಯಣ, ಬಾಗಲಕೋಟೆಯ ಬಸವರಾಜ ಬಿರಾದಾರ್, ಉಡುಪಿಯ ಜಯಕರ ಸುವರ್ಣ, ದಾವಣಗೆರೆಯ ಎಂ.ಬಿ.ನವೀನ್, ರಾಯಚೂರಿನ ಶಿವಮೂರ್ತಿ ಹಿರೇಮಠ ಹಾಗೂ ಇತರ ಪತ್ರಕರ್ತರು ಇತ್ತೀಚೆಗೆ ನಿಧನರಾಗಿದ್ದರು. ಅವರ ಸೇವೆಯನ್ನು ಸ್ಮರಿಸಿ ಒಂದು ನಿಮಿಷ ಮೌನ ಆಚರಿಸಲಾಯಿತು. ಸಂಘದ ರಾಜ್ಯಾಧ್ಯಕ್ಷ ಶಿವಾನಂದ ತಗಡೂರು ಮಾತನಾಡಿ, ಅಗಲಿದ ಪತ್ರಕರ್ತರು ಪತ್ರಿಕೋದ್ಯಮಕ್ಕೆ ನೀಡಿದ ಕೊಡುಗೆ ಅಪಾರವಾದದ್ದು. ಅವರ ಕುಟುಂಬಗಳಿಗೆ ಸಂಘ ಸದಾ ಬೆಂಬಲವಾಗಿ ನಿಲ್ಲಲಿದೆ ಎಂದರು. ಪ್ರಧಾನ ಕಾರ್ಯದರ್ಶಿ ಜಿ.ಸಿ.ಲೋಕೇಶ್, ಖಜಾಂಚಿ ವಾಸುದೇವ ಹೊಳ್ಳ, ಉಪಾಧ್ಯಕ್ಷರು ಹಾಗೂ ಪದಾಧಿಕಾರಿಗಳು ಉಪಸ್ಥಿತರಿದ್ದರು. ಹಿರಿಯ ಪತ್ರಕರ್ತರು ಮೃತರ ಗುಣಗಾನ ಮಾಡಿ ನುಡಿನಮನ ಸಲ್ಲಿಸಿದರು. ಮೃತರ ಕುಟುಂಬಗಳಿಗೆ ಕ್ಷೇಮನಿಧಿಯಿಂದ ನೆರವು ನೀಡಲು ಸರ್ಕಾರಕ್ಕೆ ಮನವಿ ಸಲ್ಲಿಸಲಾಗುವುದು ಎಂದು ತಿಳಿಸಿದರು. ಜಿಲ್ಲಾ ಘಟಕಗಳ ಅಧ್ಯಕ್ಷರು, ಕಾರ್ಯಕಾರಿ ಸಮಿತಿ ಸದಸ್ಯರು ಸಭೆಯಲ್ಲಿ ಭಾಗವಹಿಸಿದ್ದರು. ಕೊನೆಯಲ್ಲಿ ಮೃತರ ಭಾವಚಿತ್ರಕ್ಕೆ ಪುಷ್ಪನಮನ ಸಲ್ಲಿಸಲಾಯಿತು.: [390, 268, 913, 353]
- story-bannerghatta: [746, 358, 942, 620]
